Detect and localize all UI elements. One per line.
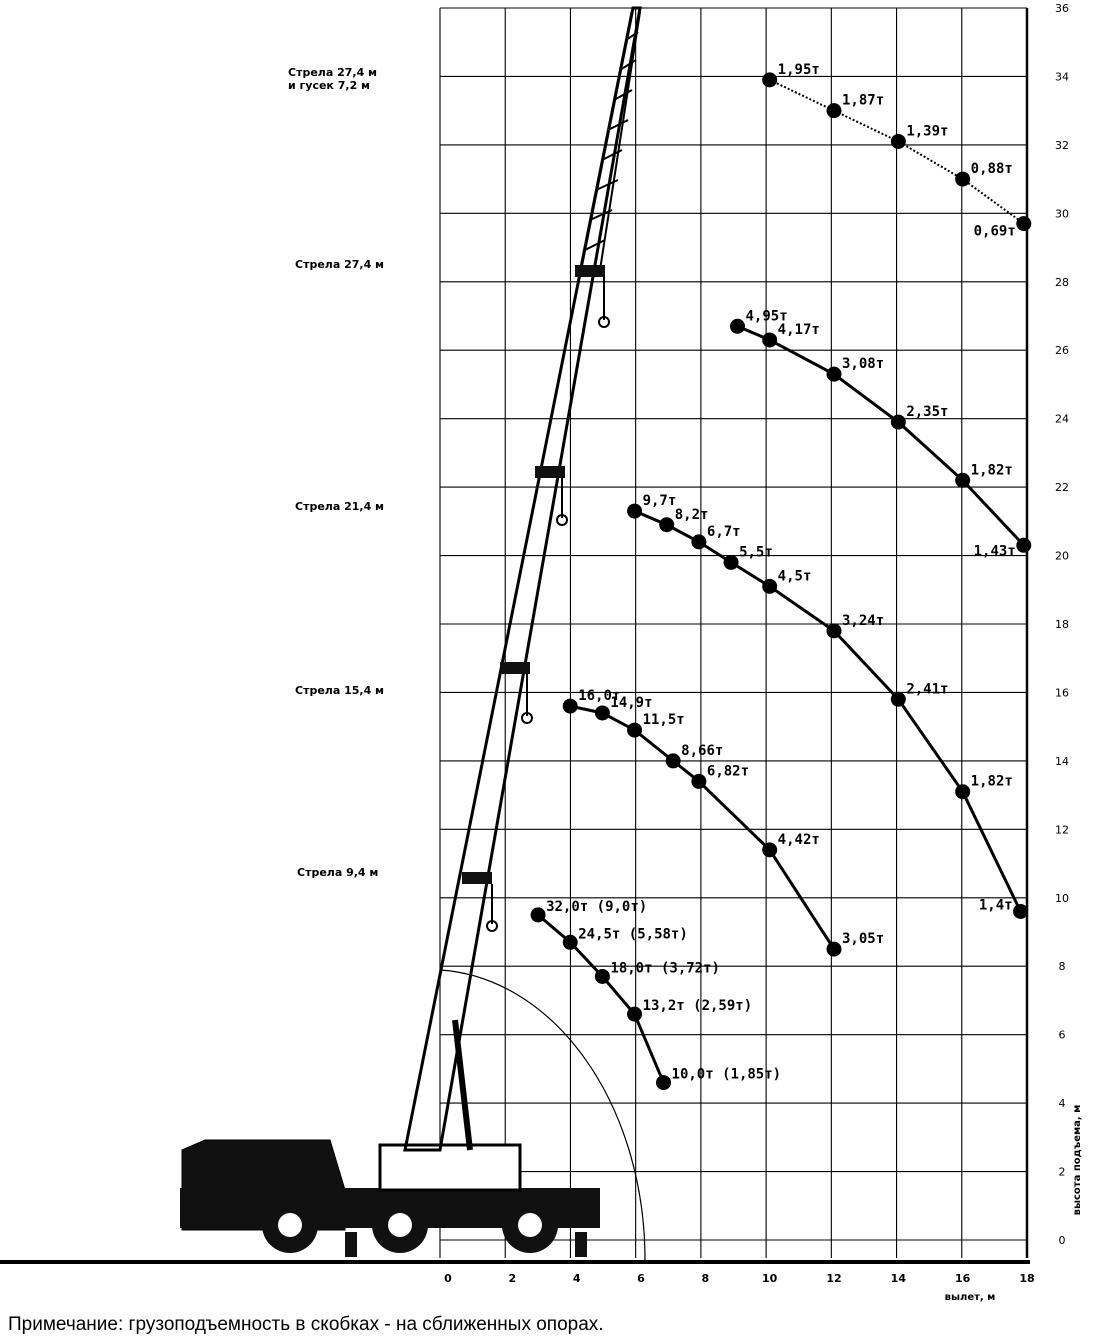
data-label: 1,43т (973, 543, 1016, 560)
data-label: 18,0т (3,72т) (610, 960, 720, 977)
y-tick-label: 0 (1058, 1234, 1066, 1247)
data-point (827, 103, 842, 118)
data-label: 2,41т (906, 681, 949, 698)
x-tick-label: 10 (762, 1272, 778, 1285)
data-label: 16,0т (578, 688, 621, 705)
boom-label-27-jib-line2: и гусек 7,2 м (288, 79, 371, 92)
boom-label-15-line1: Стрела 15,4 м (295, 684, 385, 697)
data-label: 8,66т (681, 742, 724, 759)
x-tick-label: 4 (572, 1272, 581, 1285)
boom-label-21-line1: Стрела 21,4 м (295, 500, 385, 513)
y-tick-label: 18 (1055, 618, 1069, 631)
truck-deck (380, 1145, 520, 1190)
y-tick-label: 16 (1055, 686, 1069, 700)
data-label: 1,87т (842, 92, 885, 109)
boom-label-27-line1: Стрела 27,4 м (295, 258, 385, 271)
y-tick-label: 22 (1055, 481, 1069, 495)
data-label: 0,88т (970, 161, 1013, 178)
y-tick-label: 24 (1055, 412, 1069, 426)
data-point (691, 534, 706, 549)
data-label: 13,2т (2,59т) (642, 998, 753, 1015)
data-point (563, 699, 578, 714)
data-label: 1,4т (978, 897, 1013, 914)
series-layer (531, 62, 1032, 1090)
x-tick-label: 16 (955, 1272, 971, 1285)
boom-label-15 (295, 684, 384, 697)
data-label: 4,5т (777, 568, 812, 585)
y-tick-label: 12 (1055, 823, 1069, 837)
x-tick-label: 18 (1019, 1272, 1035, 1285)
data-label: 1,82т (970, 462, 1013, 479)
data-label: 8,2т (674, 506, 709, 523)
y-tick-label: 8 (1058, 960, 1066, 974)
data-point (762, 72, 777, 87)
data-point (730, 319, 745, 334)
data-point (955, 784, 970, 799)
series-0 (531, 899, 782, 1090)
x-tick-label: 2 (508, 1272, 517, 1285)
series-1 (563, 688, 884, 956)
data-label: 24,5т (5,58т) (578, 926, 688, 943)
crane-illustration (0, 8, 1030, 1262)
data-label: 1,39т (906, 123, 949, 140)
data-label: 5,5т (739, 544, 773, 561)
data-label: 6,82т (706, 763, 750, 780)
data-point (595, 969, 610, 984)
x-tick-label: 8 (701, 1272, 710, 1285)
data-point (955, 473, 970, 488)
data-point (891, 134, 906, 149)
data-point (762, 842, 777, 857)
data-label: 0,69т (973, 223, 1016, 240)
x-tick-label: 14 (890, 1272, 906, 1285)
data-label: 4,17т (777, 321, 820, 338)
y-tick-label: 28 (1055, 275, 1069, 289)
data-point (1016, 538, 1031, 553)
boom-label-21 (295, 500, 384, 513)
data-point (724, 555, 739, 570)
wheel-front (262, 1197, 318, 1253)
data-label: 4,95т (745, 308, 788, 325)
y-tick-label: 20 (1055, 549, 1069, 563)
outrigger-left (345, 1232, 357, 1257)
series-3 (730, 308, 1031, 559)
data-label: 3,08т (842, 356, 885, 373)
data-point (666, 753, 681, 768)
data-label: 3,05т (842, 931, 885, 948)
footnote: Примечание: грузоподъемность в скобках - на сближенных опорах. (8, 1314, 604, 1335)
axes (444, 2, 1083, 1303)
data-label: 32,0т (9,0т) (546, 898, 648, 915)
y-tick-label: 34 (1055, 70, 1069, 84)
data-label: 14,9т (610, 694, 653, 711)
y-tick-label: 32 (1055, 138, 1069, 152)
wheel-rear (502, 1197, 558, 1253)
data-point (1016, 216, 1031, 231)
data-point (955, 172, 970, 187)
data-label: 1,82т (970, 773, 1013, 790)
data-point (891, 692, 906, 707)
y-tick-label: 26 (1055, 344, 1069, 358)
y-tick-label: 6 (1058, 1028, 1066, 1042)
y-tick-label: 10 (1055, 891, 1069, 905)
boom-label-27-jib-line1: Стрела 27,4 м (288, 66, 378, 79)
x-tick-label: 0 (444, 1272, 452, 1285)
data-point (762, 579, 777, 594)
wheel-middle (372, 1197, 428, 1253)
luffing-cylinder (455, 1020, 470, 1150)
data-point (827, 942, 842, 957)
data-point (1013, 904, 1028, 919)
y-tick-label: 14 (1055, 754, 1069, 768)
data-point (827, 367, 842, 382)
boom-label-9 (297, 866, 378, 879)
data-label: 1,95т (777, 61, 820, 78)
data-label: 2,35т (906, 404, 949, 421)
data-point (691, 774, 706, 789)
data-label: 6,7т (706, 523, 741, 540)
data-label: 9,7т (642, 493, 677, 510)
data-point (595, 705, 610, 720)
outrigger-right (575, 1232, 587, 1257)
series-line (635, 511, 1021, 914)
x-tick-label: 6 (637, 1272, 645, 1285)
data-label: 4,42т (777, 831, 820, 848)
boom-head-27 (575, 265, 605, 277)
data-point (627, 504, 642, 519)
data-point (891, 415, 906, 430)
data-point (563, 935, 578, 950)
y-tick-label: 2 (1058, 1165, 1066, 1179)
y-tick-label: 4 (1058, 1097, 1066, 1111)
boom-head-15 (500, 662, 530, 674)
x-axis-label: вылет, м (944, 1292, 996, 1303)
data-point (627, 723, 642, 738)
y-axis-label: высота подъема, м (1072, 1104, 1083, 1216)
y-tick-label: 30 (1055, 207, 1069, 221)
data-label: 3,24т (842, 612, 885, 629)
data-label: 10,0т (1,85т) (671, 1066, 782, 1083)
data-point (531, 907, 546, 922)
boom-label-27 (295, 258, 384, 271)
data-point (627, 1007, 642, 1022)
data-point (762, 332, 777, 347)
boom-label-27-jib (288, 66, 377, 92)
data-label: 11,5т (642, 712, 685, 729)
boom-head-21 (535, 466, 565, 478)
boom-head-9 (462, 872, 492, 884)
series-2 (627, 493, 1028, 919)
x-tick-label: 12 (826, 1272, 842, 1285)
y-tick-label: 36 (1055, 2, 1069, 15)
data-point (656, 1075, 671, 1090)
data-point (659, 517, 674, 532)
data-point (827, 623, 842, 638)
boom-label-9-line1: Стрела 9,4 м (297, 866, 379, 879)
